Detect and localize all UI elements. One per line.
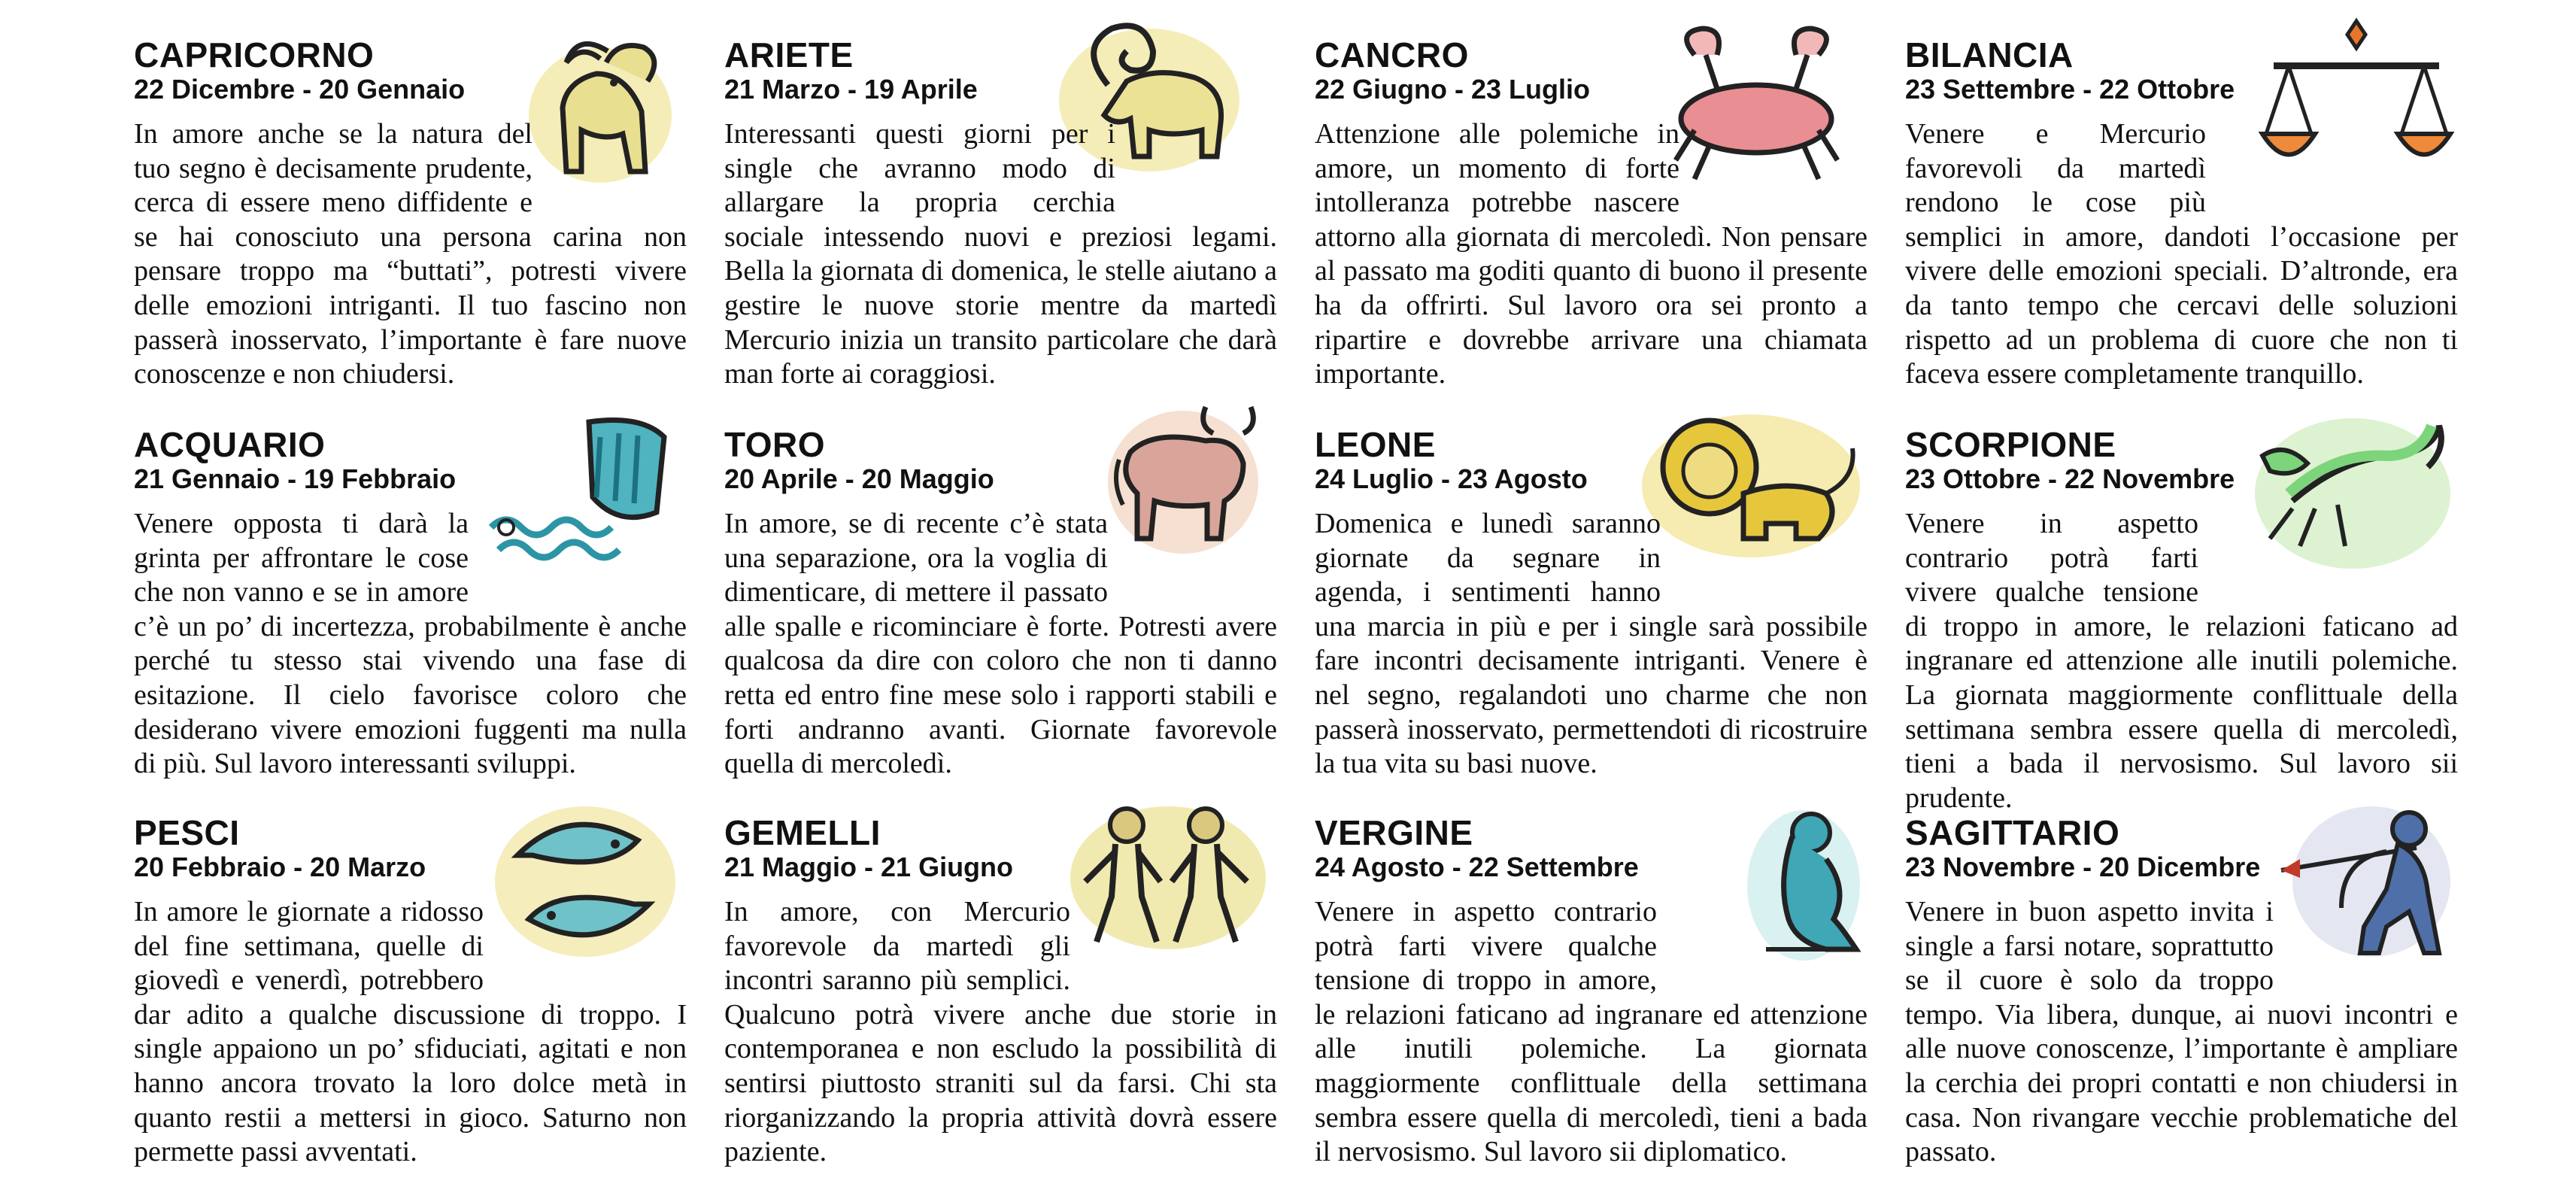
sign-name: LEONE <box>1315 425 1436 464</box>
horoscope-text: Venere in aspetto contrario potrà farti vivere qualche tensione di troppo in amore, le relazioni faticano ad ingranare ed attenzione alle inutili polemiche. La giornata maggiormente conflittuale della settimana sembra essere quella di mercoledì, tieni a bada il nervosismo. Sul lavoro sii diplomatico. <box>1315 896 1868 1168</box>
horoscope-text: In amore, con Mercurio favorevole da martedì gli incontri saranno più semplici. Qualcuno potrà vivere anche due storie in contemporanea e non escludo la possibilità di sentirsi piuttosto straniti sul da farsi. Chi sta riorganizzando la propria attività dovrà essere paziente. <box>724 896 1277 1168</box>
horoscope-text: Venere opposta ti darà la grinta per affrontare le cose che non vanno e se in amore c’è un po’ di incertezza, probabilmente è anche perché tu stesso stai vivendo una fase di esitazione. Il cielo favorisce coloro che desiderano vivere emozioni fuggenti ma nulla di più. Sul lavoro interessanti sviluppi. <box>134 508 687 780</box>
horoscope-text: In amore, se di recente c’è stata una separazione, ora la voglia di dimenticare, di mettere il passato alle spalle e ricominciare è forte. Potresti avere qualcosa da dire con coloro che non ti danno retta ed entro fine mese solo i rapporti stabili e forti andranno avanti. Giornate favorevole quella di mercoledì. <box>724 508 1277 780</box>
horoscope-text: Interessanti questi giorni per i single che avranno modo di allargare la propria cerchia sociale intessendo nuovi e preziosi legami. Bella la giornata di domenica, le stelle aiutano a gestire le nuove storie mentre da martedì Mercurio inizia un transito particolare che darà man forte ai coraggiosi. <box>724 118 1277 390</box>
horoscope-text: Attenzione alle polemiche in amore, un momento di forte intolleranza potrebbe nascere attorno alla giornata di mercoledì. Non pensare al passato ma goditi quanto di buono il presente ha da offrirti. Sul lavoro ora sei pronto a ripartire e dovrebbe arrivare una chiamata importante. <box>1315 118 1868 390</box>
sign-name: SAGITTARIO <box>1905 813 2120 852</box>
sign-dates: 23 Settembre - 22 Ottobre <box>1905 74 2235 105</box>
sign-dates: 20 Aprile - 20 Maggio <box>724 463 994 494</box>
sign-name: BILANCIA <box>1905 35 2074 74</box>
sign-dates: 22 Giugno - 23 Luglio <box>1315 74 1591 105</box>
sign-dates: 21 Marzo - 19 Aprile <box>724 74 978 105</box>
horoscope-text: In amore le giornate a ridosso del fine settimana, quelle di giovedì e venerdì, potrebbero dar adito a qualche discussione di troppo. I single appaiono un po’ sfiduciati, agitati e non hanno ancora trovato la loro dolce metà in quanto restii a mettersi in gioco. Saturno non permette passi avventati. <box>134 896 687 1168</box>
horoscope-text: Venere e Mercurio favorevoli da martedì rendono le cose più semplici in amore, dandoti l’occasione per vivere delle emozioni speciali. D’altronde, era da tanto tempo che cercavi delle soluzioni rispetto ad un problema di cuore che non ti faceva essere completamente tranquillo. <box>1905 118 2458 390</box>
sign-name: GEMELLI <box>724 813 881 852</box>
sign-capricorno <box>134 36 687 412</box>
sign-dates: 22 Dicembre - 20 Gennaio <box>134 74 466 105</box>
sign-leone <box>1315 426 1868 802</box>
sign-bilancia <box>1905 36 2458 412</box>
sign-gemelli <box>724 814 1277 1190</box>
horoscope-text: Domenica e lunedì saranno giornate da segnare in agenda, i sentimenti hanno una marcia in più e per i single sarà possibile fare incontri decisamente intriganti. Venere è nel segno, regalandoti uno charme che non passerà inosservato, permettendoti di ricostruire la tua vita su basi nuove. <box>1315 508 1868 780</box>
sign-cancro <box>1315 36 1868 412</box>
horoscope-text: Venere in buon aspetto invita i single a farsi notare, soprattutto se il cuore è solo da troppo tempo. Via libera, dunque, ai nuovi incontri e alle nuove conoscenze, l’importante è ampliare la cerchia dei propri contatti e non chiudersi in casa. Non rivangare vecchie problematiche del passato. <box>1905 896 2458 1168</box>
sign-name: VERGINE <box>1315 813 1473 852</box>
sign-dates: 20 Febbraio - 20 Marzo <box>134 852 426 882</box>
sign-ariete <box>724 36 1277 412</box>
sign-sagittario <box>1905 814 2458 1190</box>
sign-dates: 21 Maggio - 21 Giugno <box>724 852 1014 882</box>
sign-name: ARIETE <box>724 35 854 74</box>
sign-name: TORO <box>724 425 826 464</box>
sign-dates: 24 Luglio - 23 Agosto <box>1315 463 1588 494</box>
sign-dates: 24 Agosto - 22 Settembre <box>1315 852 1639 882</box>
sign-name: PESCI <box>134 813 240 852</box>
sign-dates: 23 Novembre - 20 Dicembre <box>1905 852 2261 882</box>
horoscope-text: In amore anche se la natura del tuo segno è decisamente prudente, cerca di essere meno diffidente e se hai conosciuto una persona carina non pensare troppo ma “buttati”, potresti vivere delle emozioni intriganti. Il tuo fascino non passerà inosservato, l’importante è fare nuove conoscenze e non chiudersi. <box>134 118 687 390</box>
sign-vergine <box>1315 814 1868 1190</box>
sign-toro <box>724 426 1277 802</box>
sign-name: SCORPIONE <box>1905 425 2116 464</box>
horoscope-text: Venere in aspetto contrario potrà farti vivere qualche tensione di troppo in amore, le relazioni faticano ad ingranare ed attenzione alle inutili polemiche. La giornata maggiormente conflittuale della settimana sembra essere quella di mercoledì, tieni a bada il nervosismo. Sul lavoro sii prudente. <box>1905 508 2458 814</box>
sign-name: ACQUARIO <box>134 425 326 464</box>
sign-pesci <box>134 814 687 1190</box>
sign-dates: 23 Ottobre - 22 Novembre <box>1905 463 2235 494</box>
sign-name: CAPRICORNO <box>134 35 375 74</box>
sign-dates: 21 Gennaio - 19 Febbraio <box>134 463 457 494</box>
sign-acquario <box>134 426 687 802</box>
sign-name: CANCRO <box>1315 35 1469 74</box>
sign-scorpione <box>1905 425 2458 814</box>
